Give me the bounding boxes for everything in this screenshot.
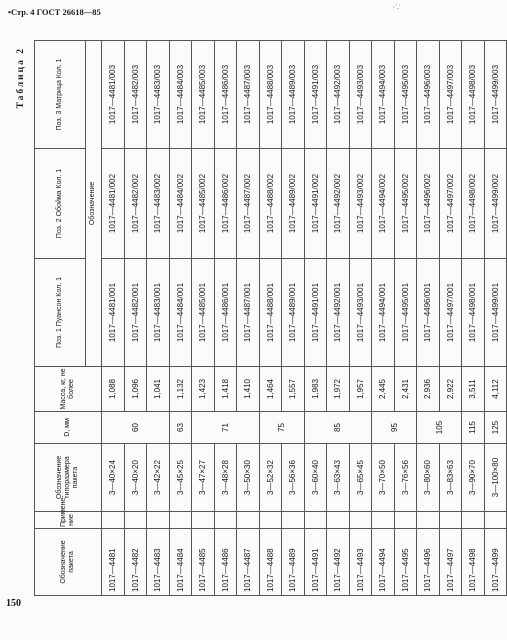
table-title: Таблица 2 bbox=[16, 47, 26, 109]
cell-pos3: 1017—4482/003 bbox=[124, 41, 147, 149]
cell-mass: 2,922 bbox=[439, 367, 462, 412]
cell-insert: 3—65×45 bbox=[349, 444, 372, 512]
cell-pos2: 1017—4485/002 bbox=[192, 149, 215, 259]
cell-pos2: 1017—4482/002 bbox=[124, 149, 147, 259]
cell-application bbox=[259, 512, 282, 529]
cell-pos2: 1017—4487/002 bbox=[237, 149, 260, 259]
cell-mass: 1,972 bbox=[327, 367, 350, 412]
cell-packet: 1017—4493 bbox=[349, 529, 372, 596]
cell-pos3: 1017—4489/003 bbox=[282, 41, 305, 149]
table-row bbox=[439, 41, 462, 596]
cell-application bbox=[417, 512, 440, 529]
cell-pos3: 1017—4484/003 bbox=[169, 41, 192, 149]
cell-d: 105 bbox=[417, 412, 462, 444]
table-row bbox=[484, 41, 507, 596]
cell-pos1: 1017—4485/001 bbox=[192, 259, 215, 367]
cell-insert: 3—60×40 bbox=[304, 444, 327, 512]
cell-insert: 3—76×56 bbox=[394, 444, 417, 512]
cell-packet: 1017—4483 bbox=[147, 529, 170, 596]
cell-pos1: 1017—4489/001 bbox=[282, 259, 305, 367]
cell-insert: 3—56×36 bbox=[282, 444, 305, 512]
cell-pos1: 1017—4487/001 bbox=[237, 259, 260, 367]
cell-application bbox=[484, 512, 507, 529]
cell-application bbox=[147, 512, 170, 529]
cell-packet: 1017—4491 bbox=[304, 529, 327, 596]
table-row bbox=[259, 41, 282, 596]
cell-packet: 1017—4481 bbox=[102, 529, 125, 596]
cell-insert: 3—83×63 bbox=[439, 444, 462, 512]
cell-pos3: 1017—4481/003 bbox=[102, 41, 125, 149]
data-table bbox=[34, 40, 507, 596]
cell-mass: 1,464 bbox=[259, 367, 282, 412]
table-row bbox=[327, 41, 350, 596]
cell-d: 125 bbox=[484, 412, 507, 444]
cell-insert: 3—80×60 bbox=[417, 444, 440, 512]
cell-pos3: 1017—4485/003 bbox=[192, 41, 215, 149]
cell-d: 75 bbox=[259, 412, 304, 444]
cell-pos2: 1017—4489/002 bbox=[282, 149, 305, 259]
cell-insert: 3—40×24 bbox=[102, 444, 125, 512]
cell-pos2: 1017—4493/002 bbox=[349, 149, 372, 259]
cell-pos1: 1017—4494/001 bbox=[372, 259, 395, 367]
cell-d: 115 bbox=[462, 412, 485, 444]
cell-pos2: 1017—4484/002 bbox=[169, 149, 192, 259]
table-row bbox=[147, 41, 170, 596]
cell-mass: 2,431 bbox=[394, 367, 417, 412]
cell-pos3: 1017—4498/003 bbox=[462, 41, 485, 149]
cell-insert: 3—63×43 bbox=[327, 444, 350, 512]
cell-packet: 1017—4494 bbox=[372, 529, 395, 596]
cell-packet: 1017—4486 bbox=[214, 529, 237, 596]
cell-pos1: 1017—4492/001 bbox=[327, 259, 350, 367]
cell-pos1: 1017—4481/001 bbox=[102, 259, 125, 367]
cell-pos2: 1017—4498/002 bbox=[462, 149, 485, 259]
cell-pos3: 1017—4492/003 bbox=[327, 41, 350, 149]
cell-application bbox=[349, 512, 372, 529]
cell-insert: 3—90×70 bbox=[462, 444, 485, 512]
cell-pos3: 1017—4487/003 bbox=[237, 41, 260, 149]
cell-pos1: 1017—4483/001 bbox=[147, 259, 170, 367]
cell-mass: 1,410 bbox=[237, 367, 260, 412]
cell-pos1: 1017—4488/001 bbox=[259, 259, 282, 367]
cell-mass: 1,983 bbox=[304, 367, 327, 412]
col-header-insert: Обозначение типоразмера пакета bbox=[35, 444, 102, 512]
table-body bbox=[102, 41, 507, 596]
cell-pos2: 1017—4483/002 bbox=[147, 149, 170, 259]
cell-packet: 1017—4482 bbox=[124, 529, 147, 596]
cell-insert: 3—47×27 bbox=[192, 444, 215, 512]
cell-pos3: 1017—4491/003 bbox=[304, 41, 327, 149]
cell-mass: 1,041 bbox=[147, 367, 170, 412]
col-header-d: D, мм bbox=[35, 412, 102, 444]
cell-packet: 1017—4496 bbox=[417, 529, 440, 596]
cell-pos2: 1017—4492/002 bbox=[327, 149, 350, 259]
cell-mass: 1,957 bbox=[349, 367, 372, 412]
cell-pos2: 1017—4497/002 bbox=[439, 149, 462, 259]
cell-pos3: 1017—4495/003 bbox=[394, 41, 417, 149]
cell-pos1: 1017—4484/001 bbox=[169, 259, 192, 367]
cell-application bbox=[372, 512, 395, 529]
cell-packet: 1017—4487 bbox=[237, 529, 260, 596]
cell-pos1: 1017—4486/001 bbox=[214, 259, 237, 367]
table-row bbox=[372, 41, 395, 596]
cell-application bbox=[282, 512, 305, 529]
cell-pos1: 1017—4493/001 bbox=[349, 259, 372, 367]
cell-mass: 1,132 bbox=[169, 367, 192, 412]
cell-application bbox=[237, 512, 260, 529]
cell-application bbox=[462, 512, 485, 529]
cell-mass: 1,096 bbox=[124, 367, 147, 412]
col-header-application: Примене-ние bbox=[35, 512, 102, 529]
cell-mass: 2,445 bbox=[372, 367, 395, 412]
cell-packet: 1017—4492 bbox=[327, 529, 350, 596]
col-header-pos1: Поз. 1 Пуансон Кол. 1 bbox=[35, 259, 86, 367]
cell-pos3: 1017—4499/003 bbox=[484, 41, 507, 149]
cell-pos3: 1017—4488/003 bbox=[259, 41, 282, 149]
cell-packet: 1017—4499 bbox=[484, 529, 507, 596]
col-header-pos2: Поз. 2 Обойма Кол. 1 bbox=[35, 149, 86, 259]
page-header: •Стр. 4 ГОСТ 26618—85 bbox=[8, 7, 101, 17]
table-row bbox=[282, 41, 305, 596]
cell-mass: 1,088 bbox=[102, 367, 125, 412]
cell-application bbox=[304, 512, 327, 529]
cell-d: 60 bbox=[102, 412, 170, 444]
cell-pos2: 1017—4494/002 bbox=[372, 149, 395, 259]
cell-pos1: 1017—4497/001 bbox=[439, 259, 462, 367]
cell-insert: 3—70×50 bbox=[372, 444, 395, 512]
cell-application bbox=[102, 512, 125, 529]
corner-scribble: ·∵ bbox=[392, 2, 401, 12]
cell-mass: 1,557 bbox=[282, 367, 305, 412]
cell-pos3: 1017—4496/003 bbox=[417, 41, 440, 149]
table-row bbox=[394, 41, 417, 596]
cell-pos1: 1017—4491/001 bbox=[304, 259, 327, 367]
table-row bbox=[124, 41, 147, 596]
cell-pos3: 1017—4494/003 bbox=[372, 41, 395, 149]
cell-application bbox=[169, 512, 192, 529]
cell-insert: 3—52×32 bbox=[259, 444, 282, 512]
table-row bbox=[462, 41, 485, 596]
cell-packet: 1017—4488 bbox=[259, 529, 282, 596]
cell-mass: 1,423 bbox=[192, 367, 215, 412]
cell-packet: 1017—4489 bbox=[282, 529, 305, 596]
cell-pos2: 1017—4481/002 bbox=[102, 149, 125, 259]
cell-application bbox=[124, 512, 147, 529]
cell-pos1: 1017—4496/001 bbox=[417, 259, 440, 367]
cell-pos2: 1017—4499/002 bbox=[484, 149, 507, 259]
cell-insert: 3—45×25 bbox=[169, 444, 192, 512]
cell-insert: 3—100×80 bbox=[484, 444, 507, 512]
col-header-packet: Обозначение пакета bbox=[35, 529, 102, 596]
cell-pos3: 1017—4483/003 bbox=[147, 41, 170, 149]
col-header-mass: Масса, кг, не более bbox=[35, 367, 102, 412]
cell-pos1: 1017—4498/001 bbox=[462, 259, 485, 367]
table-row bbox=[417, 41, 440, 596]
cell-application bbox=[394, 512, 417, 529]
cell-pos3: 1017—4486/003 bbox=[214, 41, 237, 149]
page-number: 150 bbox=[6, 598, 21, 609]
cell-insert: 3—48×28 bbox=[214, 444, 237, 512]
cell-mass: 2,936 bbox=[417, 367, 440, 412]
cell-application bbox=[439, 512, 462, 529]
col-header-designation-group: Обозначение bbox=[86, 41, 102, 367]
cell-pos3: 1017—4493/003 bbox=[349, 41, 372, 149]
table-row bbox=[169, 41, 192, 596]
cell-pos2: 1017—4491/002 bbox=[304, 149, 327, 259]
cell-insert: 3—40×20 bbox=[124, 444, 147, 512]
cell-mass: 4,112 bbox=[484, 367, 507, 412]
cell-packet: 1017—4498 bbox=[462, 529, 485, 596]
table-row bbox=[214, 41, 237, 596]
cell-packet: 1017—4485 bbox=[192, 529, 215, 596]
cell-insert: 3—50×30 bbox=[237, 444, 260, 512]
cell-packet: 1017—4484 bbox=[169, 529, 192, 596]
cell-d: 95 bbox=[372, 412, 417, 444]
cell-application bbox=[192, 512, 215, 529]
cell-pos2: 1017—4488/002 bbox=[259, 149, 282, 259]
cell-packet: 1017—4497 bbox=[439, 529, 462, 596]
cell-pos2: 1017—4495/002 bbox=[394, 149, 417, 259]
table-row bbox=[192, 41, 215, 596]
cell-mass: 1,418 bbox=[214, 367, 237, 412]
cell-packet: 1017—4495 bbox=[394, 529, 417, 596]
cell-d: 63 bbox=[169, 412, 192, 444]
cell-d: 71 bbox=[192, 412, 260, 444]
col-header-pos3: Поз. 3 Матрица Кол. 1 bbox=[35, 41, 86, 149]
cell-mass: 3,511 bbox=[462, 367, 485, 412]
cell-insert: 3—42×22 bbox=[147, 444, 170, 512]
cell-d: 85 bbox=[304, 412, 372, 444]
cell-application bbox=[327, 512, 350, 529]
table-row bbox=[102, 41, 125, 596]
table-row bbox=[304, 41, 327, 596]
rotated-table-block bbox=[12, 41, 500, 596]
table-row bbox=[349, 41, 372, 596]
table-row bbox=[237, 41, 260, 596]
cell-pos2: 1017—4486/002 bbox=[214, 149, 237, 259]
cell-pos3: 1017—4497/003 bbox=[439, 41, 462, 149]
cell-pos2: 1017—4496/002 bbox=[417, 149, 440, 259]
cell-application bbox=[214, 512, 237, 529]
cell-pos1: 1017—4482/001 bbox=[124, 259, 147, 367]
cell-pos1: 1017—4499/001 bbox=[484, 259, 507, 367]
cell-pos1: 1017—4495/001 bbox=[394, 259, 417, 367]
